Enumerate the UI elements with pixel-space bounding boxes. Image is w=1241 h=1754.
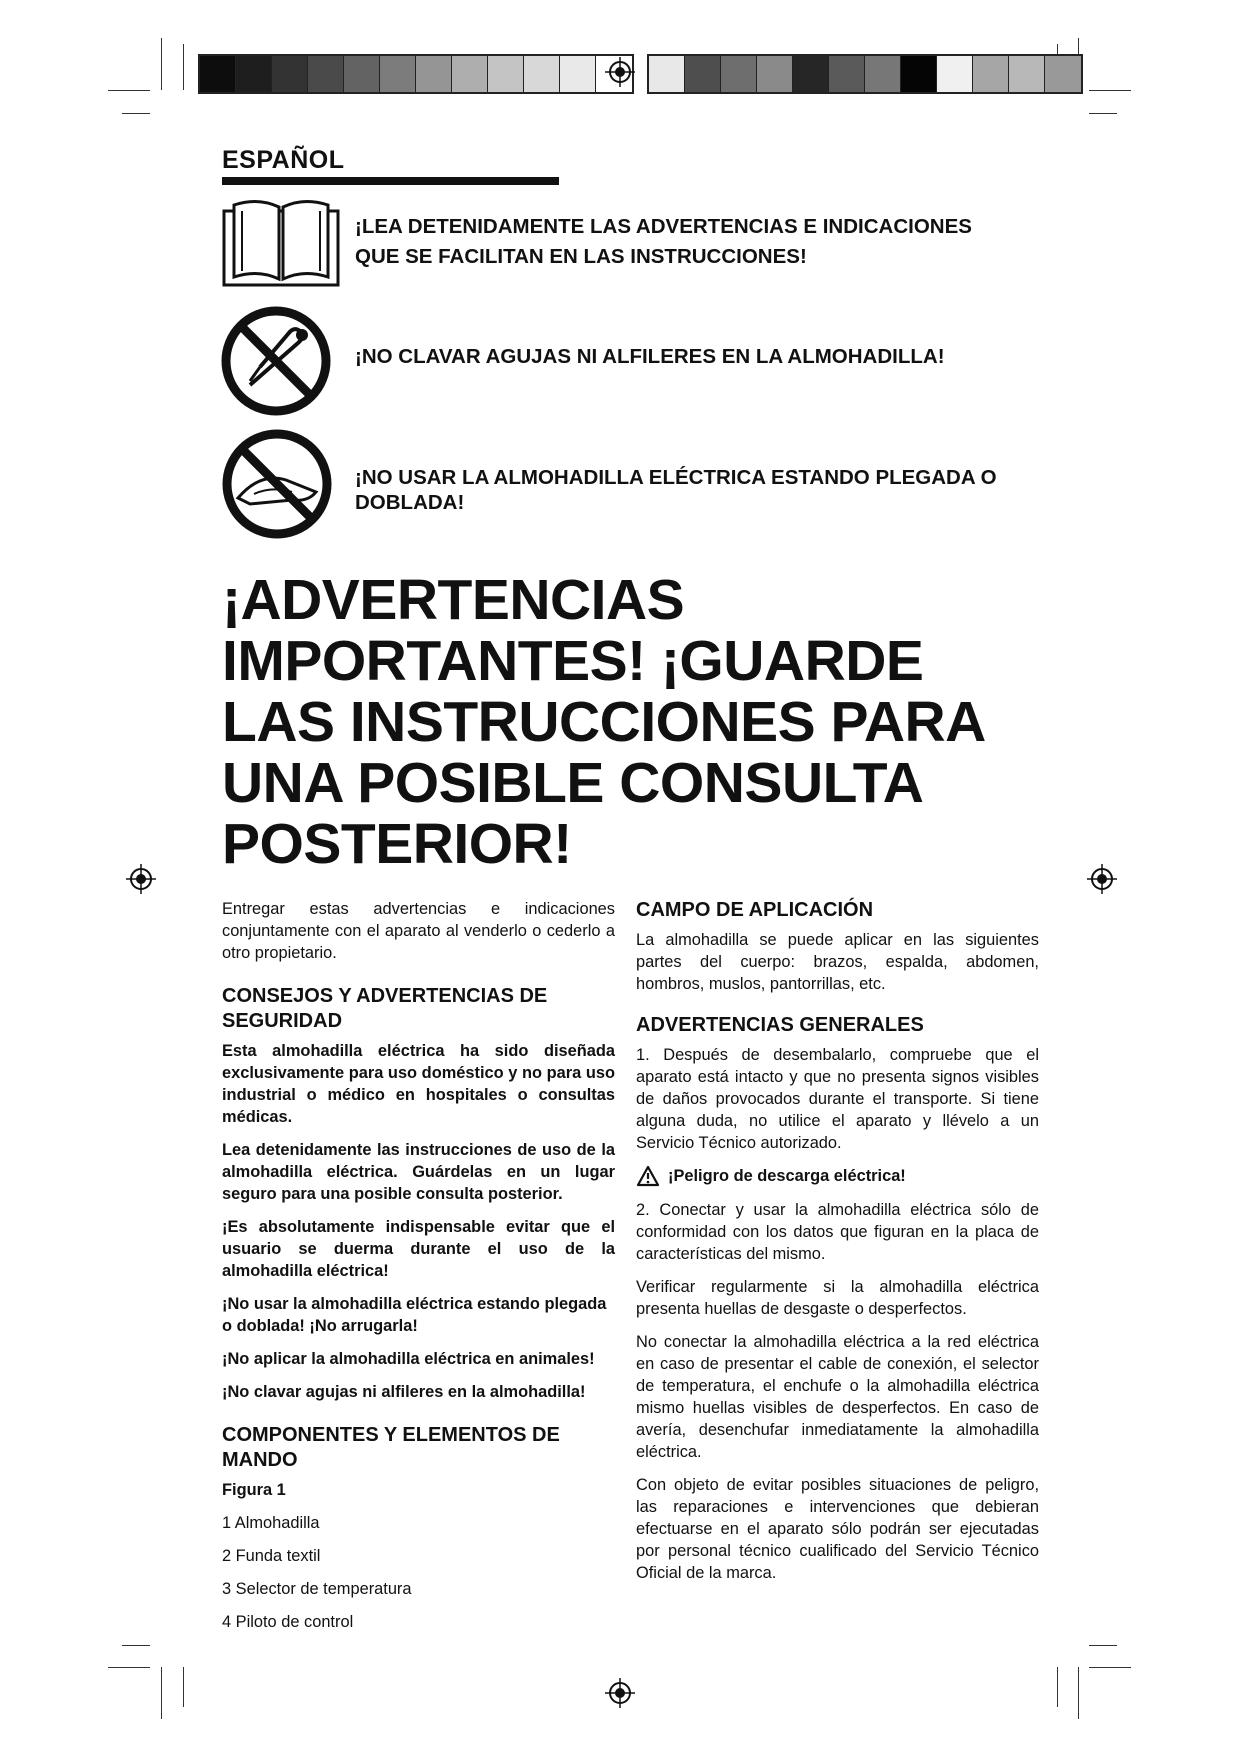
main-title-line: ¡ADVERTENCIAS <box>222 568 685 632</box>
warning-triangle-icon <box>636 1165 660 1187</box>
notice-read-instructions <box>355 212 972 272</box>
language-title: ESPAÑOL <box>222 146 345 174</box>
notice-line: QUE SE FACILITAN EN LAS INSTRUCCIONES! <box>355 245 807 268</box>
safety-paragraph: ¡No usar la almohadilla eléctrica estando plegada o doblada! ¡No arrugarla! <box>222 1295 607 1335</box>
figure-label: Figura 1 <box>222 1481 286 1499</box>
components-heading: COMPONENTES Y ELEMENTOS DE MANDO <box>222 1424 560 1471</box>
notice-line: ¡NO USAR LA ALMOHADILLA ELÉCTRICA ESTANDO PLEGADA O <box>355 466 997 489</box>
general-heading: ADVERTENCIAS GENERALES <box>636 1014 924 1036</box>
main-title-line: POSTERIOR! <box>222 812 572 876</box>
open-book-icon <box>222 193 340 289</box>
general-paragraph: 2. Conectar y usar la almohadilla eléctrica sólo de conformidad con los datos que figuran en la placa de características del mismo. <box>636 1201 1039 1263</box>
safety-heading: CONSEJOS Y ADVERTENCIAS DE SEGURIDAD <box>222 985 548 1032</box>
safety-paragraph: ¡Es absolutamente indispensable evitar que el usuario se duerma durante el uso de la almohadilla eléctrica! <box>222 1218 615 1280</box>
registration-mark-left <box>126 864 156 894</box>
component-item: 2 Funda textil <box>222 1547 321 1565</box>
main-title-line: IMPORTANTES! ¡GUARDE <box>222 629 924 693</box>
safety-paragraph: ¡No aplicar la almohadilla eléctrica en animales! <box>222 1350 595 1368</box>
registration-mark-top <box>605 57 635 87</box>
application-paragraph: La almohadilla se puede aplicar en las siguientes partes del cuerpo: brazos, espalda, abdomen, hombros, muslos, pantorrillas, etc. <box>636 931 1039 993</box>
left-column <box>222 898 615 1644</box>
safety-paragraph: Esta almohadilla eléctrica ha sido diseñada exclusivamente para uso doméstico y no para uso industrial o médico en hospitales o consultas médicas. <box>222 1042 615 1126</box>
color-calibration-bar-left <box>198 54 634 94</box>
main-title <box>222 570 1022 875</box>
general-paragraph: Con objeto de evitar posibles situaciones de peligro, las reparaciones e intervenciones que debieran efectuarse en el aparato sólo podrán ser ejecutadas por personal técnico cualificado del Servicio Técnico Oficial de la marca. <box>636 1476 1039 1582</box>
component-item: 3 Selector de temperatura <box>222 1580 412 1598</box>
main-title-line: UNA POSIBLE CONSULTA <box>222 751 924 815</box>
safety-paragraph: ¡No clavar agujas ni alfileres en la almohadilla! <box>222 1383 586 1401</box>
component-item: 1 Almohadilla <box>222 1514 320 1532</box>
safety-paragraph: Lea detenidamente las instrucciones de uso de la almohadilla eléctrica. Guárdelas en un lugar seguro para una posible consulta posterior. <box>222 1141 615 1203</box>
no-pins-icon <box>220 305 332 417</box>
intro-paragraph: Entregar estas advertencias e indicaciones conjuntamente con el aparato al venderlo o cederlo a otro propietario. <box>222 900 615 962</box>
electric-shock-warning <box>636 1165 1039 1187</box>
color-calibration-bar-right <box>647 54 1083 94</box>
general-paragraph: 1. Después de desembalarlo, compruebe que el aparato está intacto y que no presenta signos visibles de daños provocados durante el transporte. Si tiene alguna duda, no utilice el aparato y llévelo a un Servicio Técnico autorizado. <box>636 1046 1039 1152</box>
notice-line: DOBLADA! <box>355 491 465 514</box>
notice-line: ¡NO CLAVAR AGUJAS NI ALFILERES EN LA ALMOHADILLA! <box>355 345 945 368</box>
application-heading: CAMPO DE APLICACIÓN <box>636 899 874 921</box>
right-column <box>636 898 1039 1595</box>
notice-no-folding <box>355 465 997 515</box>
danger-label: ¡Peligro de descarga eléctrica! <box>668 1167 906 1185</box>
notice-no-pins <box>355 342 945 372</box>
component-item: 4 Piloto de control <box>222 1613 354 1631</box>
registration-mark-right <box>1087 864 1117 894</box>
general-paragraph: No conectar la almohadilla eléctrica a la red eléctrica en caso de presentar el cable de conexión, el selector de temperatura, el enchufe o la almohadilla eléctrica mismo huellas visibles de desperfectos. En caso de avería, desenchufar inmediatamente la almohadilla eléctrica. <box>636 1333 1039 1461</box>
main-title-line: LAS INSTRUCCIONES PARA <box>222 690 986 754</box>
notice-line: ¡LEA DETENIDAMENTE LAS ADVERTENCIAS E INDICACIONES <box>355 215 972 238</box>
language-underline <box>222 177 559 185</box>
registration-mark-bottom <box>605 1678 635 1708</box>
no-folding-icon <box>220 428 335 540</box>
general-paragraph: Verificar regularmente si la almohadilla eléctrica presenta huellas de desgaste o desperfectos. <box>636 1278 1039 1318</box>
